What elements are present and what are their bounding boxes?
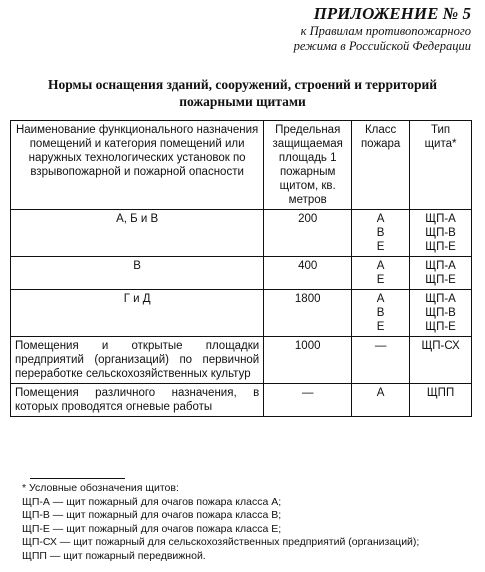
document-title-line1: Нормы оснащения зданий, сооружений, строений и территорий bbox=[47, 77, 438, 92]
row-name: В bbox=[11, 257, 264, 290]
row-area: — bbox=[264, 384, 352, 417]
row-name: А, Б и В bbox=[11, 210, 264, 257]
row-classes bbox=[352, 257, 410, 290]
table-row bbox=[11, 337, 472, 384]
class-value: В bbox=[376, 307, 385, 319]
row-types bbox=[410, 210, 472, 257]
row-classes bbox=[352, 290, 410, 337]
type-value: ЩП-Е bbox=[425, 241, 456, 253]
class-value: А bbox=[376, 260, 385, 272]
header-area: Предельная защищаемая площадь 1 пожарным щитом, кв. метров bbox=[264, 121, 352, 210]
row-types bbox=[410, 257, 472, 290]
footnote-line: ЩП-В — щит пожарный для очагов пожара класса В; bbox=[22, 509, 282, 521]
footnote-line: ЩП-СХ — щит пожарный для сельскохозяйственных предприятий (организаций); bbox=[22, 536, 420, 548]
row-classes bbox=[352, 337, 410, 384]
footnotes bbox=[22, 482, 419, 563]
class-value: — bbox=[374, 340, 387, 352]
row-name: Г и Д bbox=[11, 290, 264, 337]
table-row bbox=[11, 290, 472, 337]
row-types bbox=[410, 337, 472, 384]
type-value: ЩП-А bbox=[425, 213, 456, 225]
footnote-divider bbox=[30, 478, 125, 479]
type-value: ЩП-Е bbox=[425, 274, 456, 286]
class-value: Е bbox=[376, 241, 385, 253]
table-header-row bbox=[11, 121, 472, 210]
row-classes bbox=[352, 384, 410, 417]
row-classes bbox=[352, 210, 410, 257]
type-value: ЩП-В bbox=[425, 227, 456, 239]
type-value: ЩП-СХ bbox=[421, 340, 460, 352]
footnote-line: ЩП-Е — щит пожарный для очагов пожара класса Е; bbox=[22, 522, 282, 535]
row-area: 1000 bbox=[264, 337, 352, 384]
footnote-line: ЩП-А — щит пожарный для очагов пожара класса А; bbox=[22, 495, 282, 508]
class-value: Е bbox=[376, 321, 385, 333]
row-types bbox=[410, 384, 472, 417]
row-area: 200 bbox=[264, 210, 352, 257]
type-value: ЩП-В bbox=[425, 307, 456, 319]
row-area: 400 bbox=[264, 257, 352, 290]
footnote-line: ЩПП — щит пожарный передвижной. bbox=[22, 549, 206, 562]
table-row bbox=[11, 384, 472, 417]
row-name: Помещения различного назначения, в которых проводятся огневые работы bbox=[11, 384, 264, 417]
type-value: ЩПП bbox=[426, 387, 455, 399]
appendix-subtitle-line2: режима в Российской Федерации bbox=[293, 39, 471, 53]
type-value: ЩП-А bbox=[425, 293, 456, 305]
header-type: Тип щита* bbox=[410, 121, 472, 210]
row-types bbox=[410, 290, 472, 337]
norms-table bbox=[10, 120, 472, 417]
type-value: ЩП-А bbox=[425, 260, 456, 272]
document-title-line2: пожарными щитами bbox=[179, 94, 306, 109]
appendix-subtitle-line1: к Правилам противопожарного bbox=[300, 24, 471, 38]
table-row bbox=[11, 257, 472, 290]
class-value: А bbox=[376, 293, 385, 305]
class-value: Е bbox=[376, 274, 385, 286]
class-value: А bbox=[376, 387, 385, 399]
footnote-line: * Условные обозначения щитов: bbox=[22, 482, 179, 494]
header-name: Наименование функционального назначения помещений и категория помещений или наружных технологических установок по взрывопожарной и пожарной опасности bbox=[11, 121, 264, 210]
class-value: В bbox=[376, 227, 385, 239]
class-value: А bbox=[376, 213, 385, 225]
document-title bbox=[0, 76, 485, 110]
appendix-header bbox=[294, 4, 471, 54]
type-value: ЩП-Е bbox=[425, 321, 456, 333]
table-row bbox=[11, 210, 472, 257]
row-area: 1800 bbox=[264, 290, 352, 337]
appendix-title: ПРИЛОЖЕНИЕ № 5 bbox=[313, 4, 471, 23]
row-name: Помещения и открытые площадки предприятий (организаций) по первичной переработке сельскохозяйственных культур bbox=[11, 337, 264, 384]
header-class: Класс пожара bbox=[352, 121, 410, 210]
